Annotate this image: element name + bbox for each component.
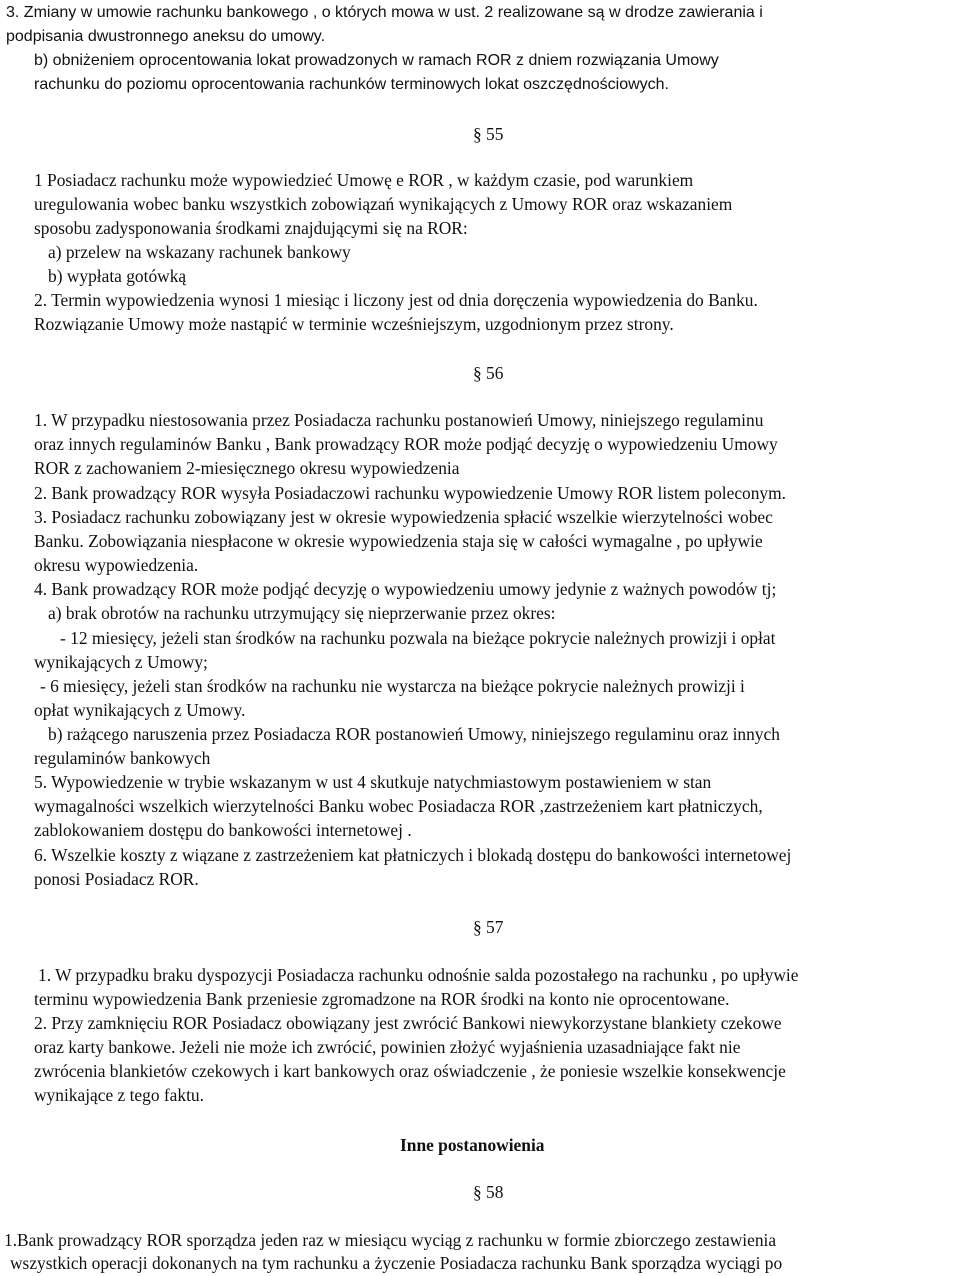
text-line: zwrócenia blankietów czekowych i kart bankowych oraz oświadczenie , że poniesie wszelkie konsekwencje: [34, 1061, 786, 1081]
text-line: 4. Bank prowadzący ROR może podjąć decyzję o wypowiedzeniu umowy jedynie z ważnych powodów tj;: [34, 579, 777, 599]
text-line: wszystkich operacji dokonanych na tym rachunku a życzenie Posiadacza rachunku Bank sporządza wyciągi po: [10, 1253, 783, 1273]
text-line: rachunku do poziomu oprocentowania rachunków terminowych lokat oszczędnościowych.: [34, 76, 669, 93]
text-line: oraz karty bankowe. Jeżeli nie może ich zwrócić, powinien złożyć wyjaśnienia uzasadniające fakt nie: [34, 1037, 741, 1057]
text-line: 2. Przy zamknięciu ROR Posiadacz obowiązany jest zwrócić Bankowi niewykorzystane blankiety czekowe: [34, 1013, 782, 1033]
text-line: 1.Bank prowadzący ROR sporządza jeden raz w miesiącu wyciąg z rachunku w formie zbiorczego zestawienia: [4, 1230, 777, 1250]
text-line: wymagalności wszelkich wierzytelności Banku wobec Posiadacza ROR ,zastrzeżeniem kart płatniczych,: [34, 796, 763, 816]
text-line: Banku. Zobowiązania niespłacone w okresie wypowiedzenia staja się w całości wymagalne , po upływie: [34, 531, 763, 551]
text-line: a) przelew na wskazany rachunek bankowy: [48, 242, 351, 262]
text-line: b) rażącego naruszenia przez Posiadacza ROR postanowień Umowy, niniejszego regulaminu oraz innych: [48, 724, 780, 744]
text-line: terminu wypowiedzenia Bank przeniesie zgromadzone na ROR środki na konto nie oprocentowane.: [34, 989, 730, 1009]
section-heading-56: § 56: [473, 363, 504, 383]
section-heading-57: § 57: [473, 917, 504, 937]
text-line: 2. Termin wypowiedzenia wynosi 1 miesiąc i liczony jest od dnia doręczenia wypowiedzenia do Banku.: [34, 290, 758, 310]
text-line: a) brak obrotów na rachunku utrzymujący się nieprzerwanie przez okres:: [48, 603, 556, 623]
text-line: regulaminów bankowych: [34, 748, 211, 768]
text-line: 1. W przypadku braku dyspozycji Posiadacza rachunku odnośnie salda pozostałego na rachunku , po upływie: [38, 965, 799, 985]
section-heading-55: § 55: [473, 124, 504, 144]
text-line: 1 Posiadacz rachunku może wypowiedzieć Umowę e ROR , w każdym czasie, pod warunkiem: [34, 170, 694, 190]
text-line: uregulowania wobec banku wszystkich zobowiązań wynikających z Umowy ROR oraz wskazaniem: [34, 194, 733, 214]
text-line: b) obniżeniem oprocentowania lokat prowadzonych w ramach ROR z dniem rozwiązania Umowy: [34, 52, 719, 69]
text-line: okresu wypowiedzenia.: [34, 555, 199, 575]
text-line: wynikających z Umowy;: [34, 652, 208, 672]
text-line: 1. W przypadku niestosowania przez Posiadacza rachunku postanowień Umowy, niniejszego regulaminu: [34, 410, 764, 430]
text-line: wynikające z tego faktu.: [34, 1085, 204, 1105]
text-line: - 6 miesięcy, jeżeli stan środków na rachunku nie wystarcza na bieżące pokrycie należnych prowizji i: [40, 676, 745, 696]
text-line: 2. Bank prowadzący ROR wysyła Posiadaczowi rachunku wypowiedzenie Umowy ROR listem poleconym.: [34, 483, 786, 503]
text-line: sposobu zadysponowania środkami znajdującymi się na ROR:: [34, 218, 468, 238]
text-line: ponosi Posiadacz ROR.: [34, 869, 199, 889]
section-heading-58: § 58: [473, 1182, 504, 1202]
text-line: oraz innych regulaminów Banku , Bank prowadzący ROR może podjąć decyzję o wypowiedzeniu Umowy: [34, 434, 778, 454]
text-line: 6. Wszelkie koszty z wiązane z zastrzeżeniem kat płatniczych i blokadą dostępu do bankowości internetowej: [34, 845, 792, 865]
text-line: opłat wynikających z Umowy.: [34, 700, 246, 720]
text-line: zablokowaniem dostępu do bankowości internetowej .: [34, 820, 412, 840]
text-line: b) wypłata gotówką: [48, 266, 187, 286]
text-line: 5. Wypowiedzenie w trybie wskazanym w ust 4 skutkuje natychmiastowym postawieniem w stan: [34, 772, 712, 792]
text-line: 3. Zmiany w umowie rachunku bankowego , o których mowa w ust. 2 realizowane są w drodze zawierania i: [6, 4, 763, 21]
text-line: 3. Posiadacz rachunku zobowiązany jest w okresie wypowiedzenia spłacić wszelkie wierzytelności wobec: [34, 507, 773, 527]
text-line: - 12 miesięcy, jeżeli stan środków na rachunku pozwala na bieżące pokrycie należnych prowizji i opłat: [60, 628, 776, 648]
text-line: ROR z zachowaniem 2-miesięcznego okresu wypowiedzenia: [34, 458, 460, 478]
text-line: Rozwiązanie Umowy może nastąpić w terminie wcześniejszym, uzgodnionym przez strony.: [34, 314, 674, 334]
text-line: podpisania dwustronnego aneksu do umowy.: [6, 28, 326, 45]
section-title: Inne postanowienia: [400, 1135, 545, 1155]
